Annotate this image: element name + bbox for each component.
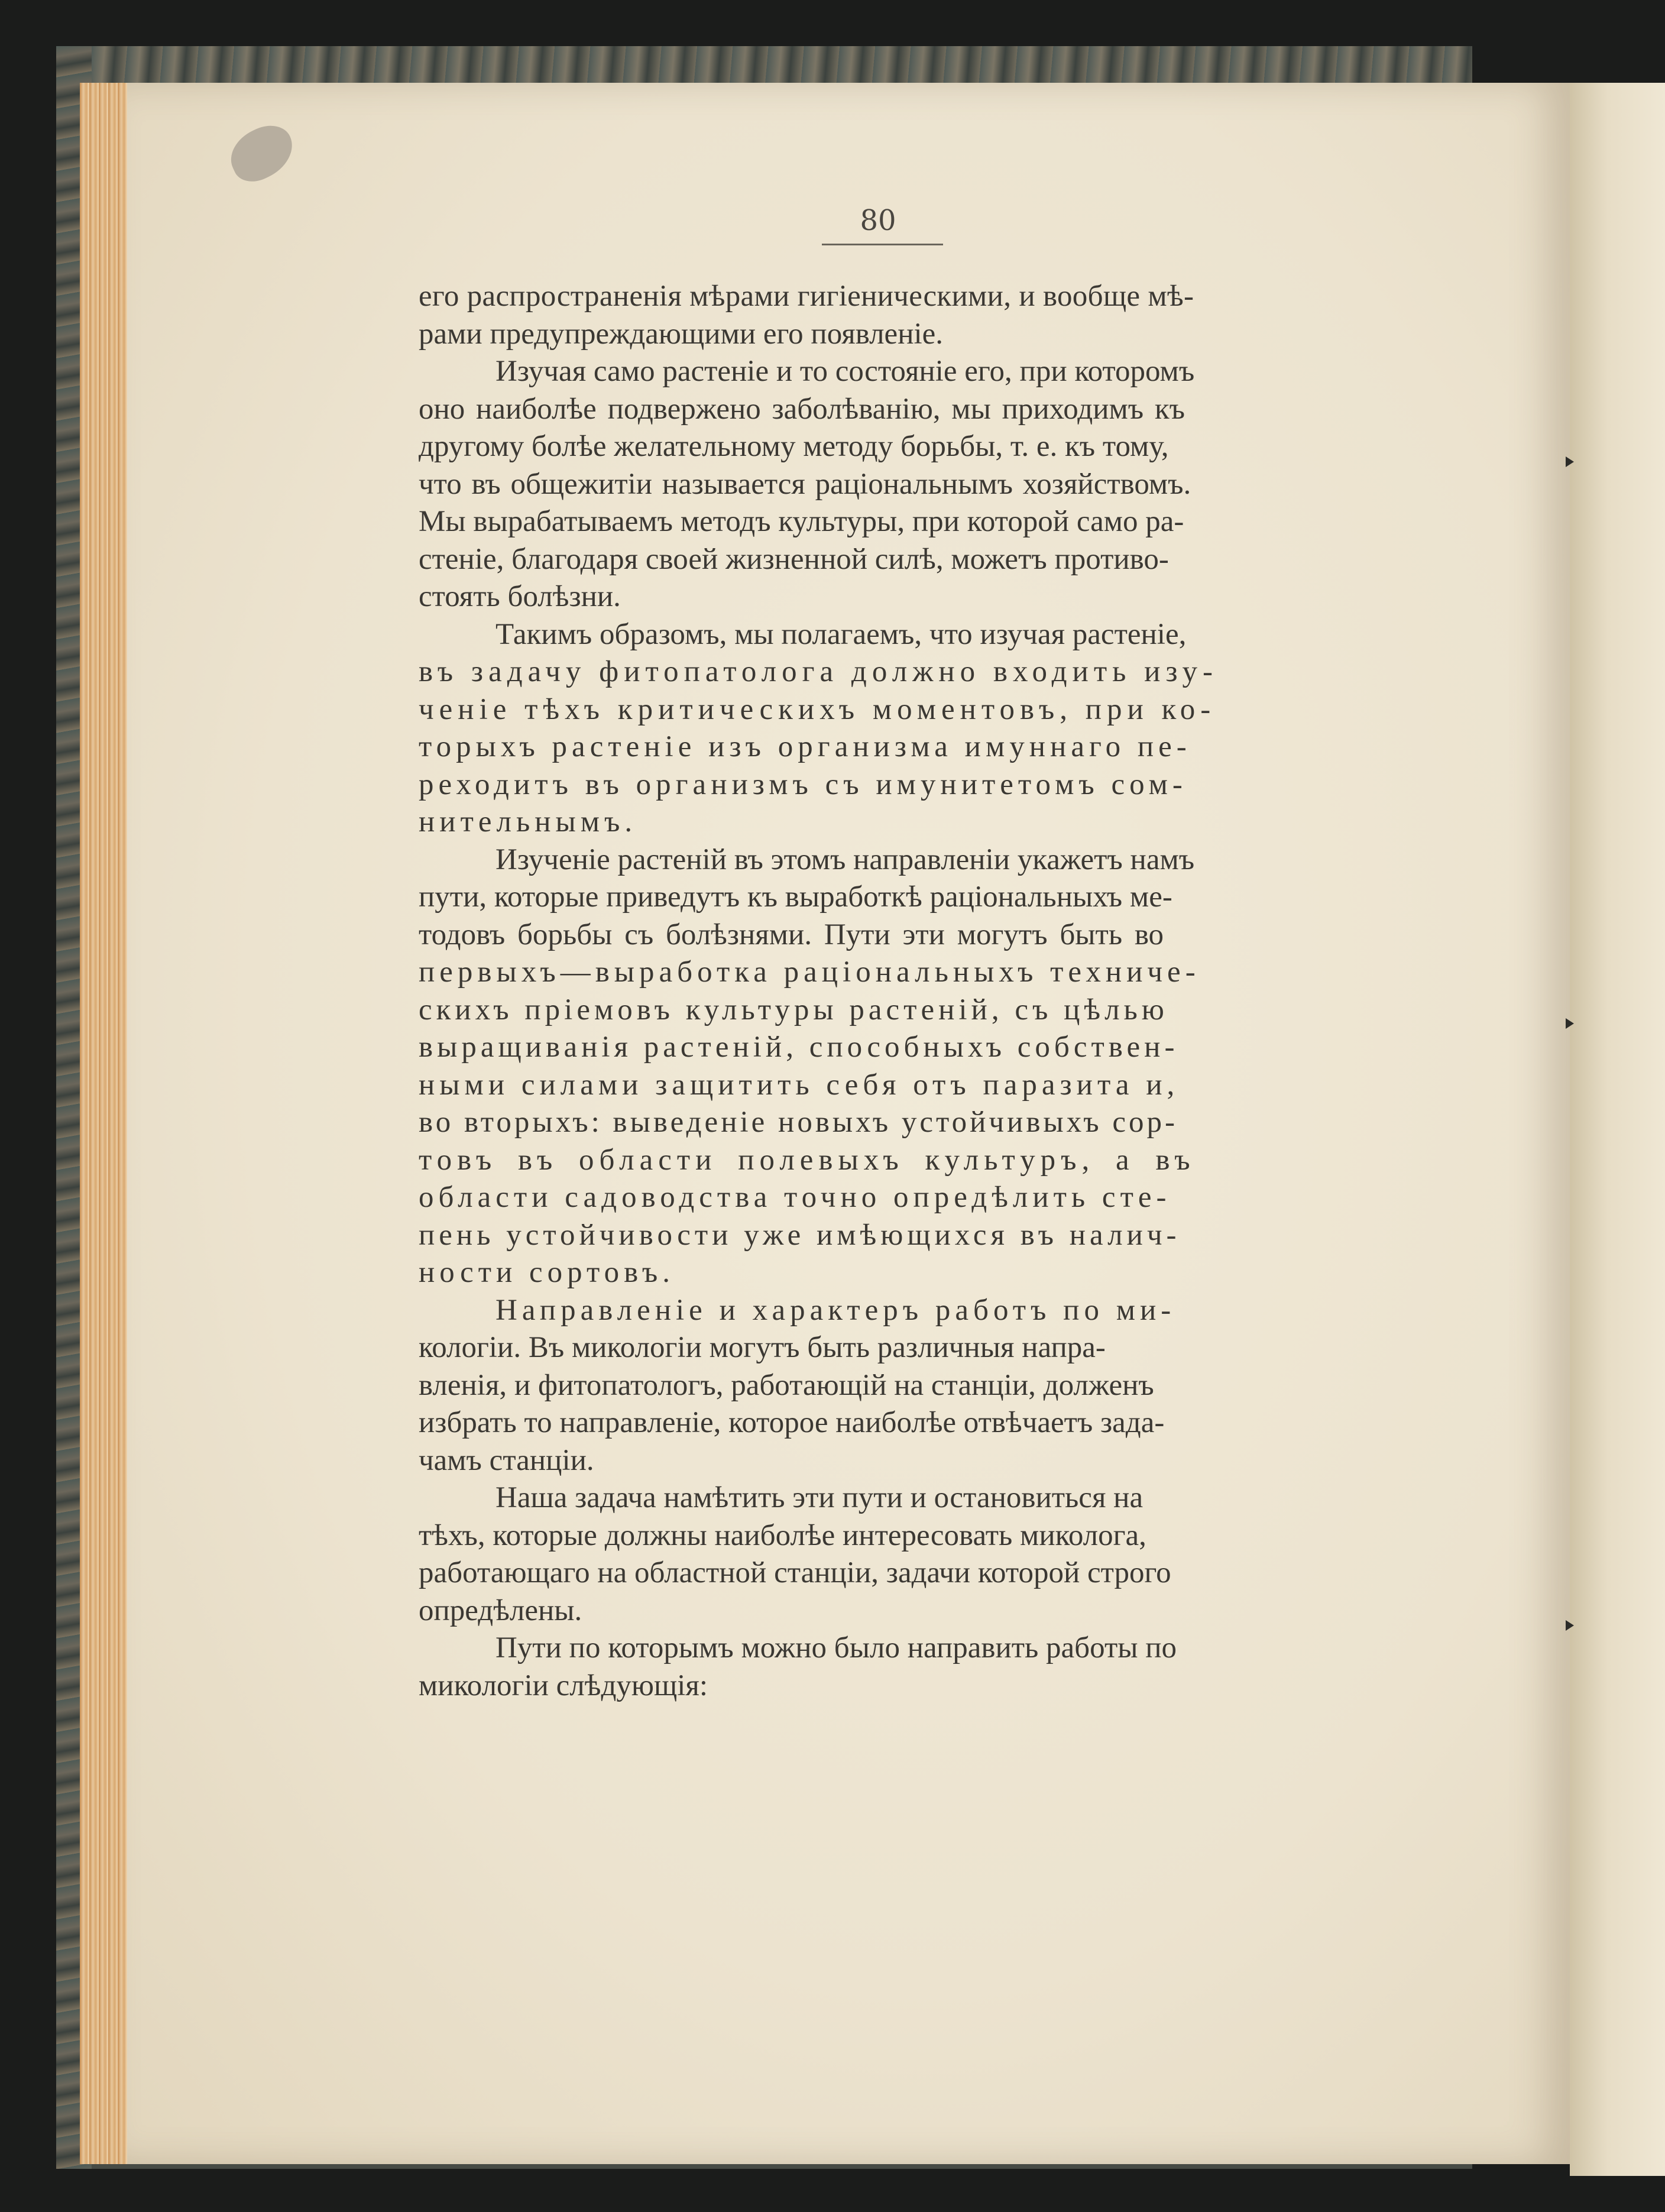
text-line: торыхъ растеніе изъ организма имуннаго пе- (419, 730, 1191, 763)
text-line: ности сортовъ. (419, 1256, 675, 1289)
text-line: кологіи. Въ микологіи могутъ быть различныя напра- (419, 1331, 1106, 1364)
text-line: другому болѣе желательному методу борьбы, т. е. къ тому, (419, 430, 1169, 463)
margin-mark (1566, 456, 1574, 467)
text-line: избрать то направленіе, которое наиболѣе отвѣчаетъ зада- (419, 1406, 1165, 1439)
text-line: нительнымъ. (419, 805, 637, 838)
text-line: во вторыхъ: выведеніе новыхъ устойчивыхъ сор- (419, 1106, 1178, 1139)
text-line: въ задачу фитопатолога должно входить изу- (419, 655, 1218, 688)
text-line: опредѣлены. (419, 1594, 582, 1627)
text-line: оно наиболѣе подвержено заболѣванію, мы приходимъ къ (419, 392, 1185, 426)
text-line: ченіе тѣхъ критическихъ моментовъ, при ко- (419, 692, 1216, 726)
book-top-edge (56, 46, 1472, 88)
text-line: пень устойчивости уже имѣющихся въ налич- (419, 1218, 1181, 1252)
page-stack-edge (80, 83, 133, 2164)
text-line: стоять болѣзни. (419, 580, 621, 613)
facing-page-edge (1570, 83, 1665, 2176)
text-line: тодовъ борьбы съ болѣзнями. Пути эти могутъ быть во (419, 918, 1164, 951)
text-line: чамъ станціи. (419, 1443, 594, 1477)
text-line: Наша задача намѣтить эти пути и остановиться на (495, 1481, 1144, 1514)
text-line: Изучая само растеніе и то состояніе его, при которомъ (495, 355, 1195, 388)
header-rule (822, 244, 943, 245)
paragraph (419, 1292, 1368, 1480)
text-line: ными силами защитить себя отъ паразита и, (419, 1068, 1180, 1102)
text-line: микологіи слѣдующія: (419, 1669, 708, 1702)
paragraph (419, 1630, 1368, 1705)
paragraph (419, 616, 1368, 841)
margin-mark (1566, 1620, 1574, 1631)
text-line: выращиванія растеній, способныхъ собствен- (419, 1031, 1179, 1064)
text-line: области садоводства точно опредѣлить сте- (419, 1181, 1171, 1214)
paragraph (419, 278, 1368, 353)
text-line: товъ въ области полевыхъ культуръ, а въ (419, 1143, 1196, 1177)
text-line: что въ общежитіи называется раціональнымъ хозяйствомъ. (419, 467, 1191, 501)
text-line: пути, которые приведутъ къ выработкѣ раціональныхъ ме- (419, 880, 1172, 914)
page-number: 80 (860, 204, 896, 237)
paragraph (419, 1479, 1368, 1630)
text-line: реходитъ въ организмъ съ имунитетомъ сом- (419, 767, 1187, 801)
text-line: Пути по которымъ можно было направить работы по (495, 1631, 1177, 1664)
text-line: первыхъ—выработка раціональныхъ техниче- (419, 956, 1200, 989)
text-line: работающаго на областной станціи, задачи которой строго (419, 1556, 1171, 1589)
text-line: Такимъ образомъ, мы полагаемъ, что изучая растеніе, (495, 617, 1187, 651)
text-line: тѣхъ, которые должны наиболѣе интересовать миколога, (419, 1518, 1146, 1552)
text-line: его распространенія мѣрами гигіеническими, и вообще мѣ- (419, 280, 1194, 313)
page-text (419, 278, 1368, 1705)
text-line: Изученіе растеній въ этомъ направленіи укажетъ намъ (495, 843, 1195, 876)
text-line: скихъ пріемовъ культуры растеній, съ цѣлью (419, 993, 1168, 1026)
text-line: рами предупреждающими его появленіе. (419, 317, 944, 351)
text-line: Мы вырабатываемъ методъ культуры, при которой само ра- (419, 505, 1184, 538)
paragraph (419, 841, 1368, 1292)
text-line: стеніе, благодаря своей жизненной силѣ, можетъ противо- (419, 542, 1169, 576)
text-line: Направленіе и характеръ работъ по ми- (495, 1293, 1176, 1327)
text-line: вленія, и фитопатологъ, работающій на станціи, долженъ (419, 1368, 1154, 1402)
margin-mark (1566, 1018, 1574, 1029)
paragraph (419, 353, 1368, 616)
